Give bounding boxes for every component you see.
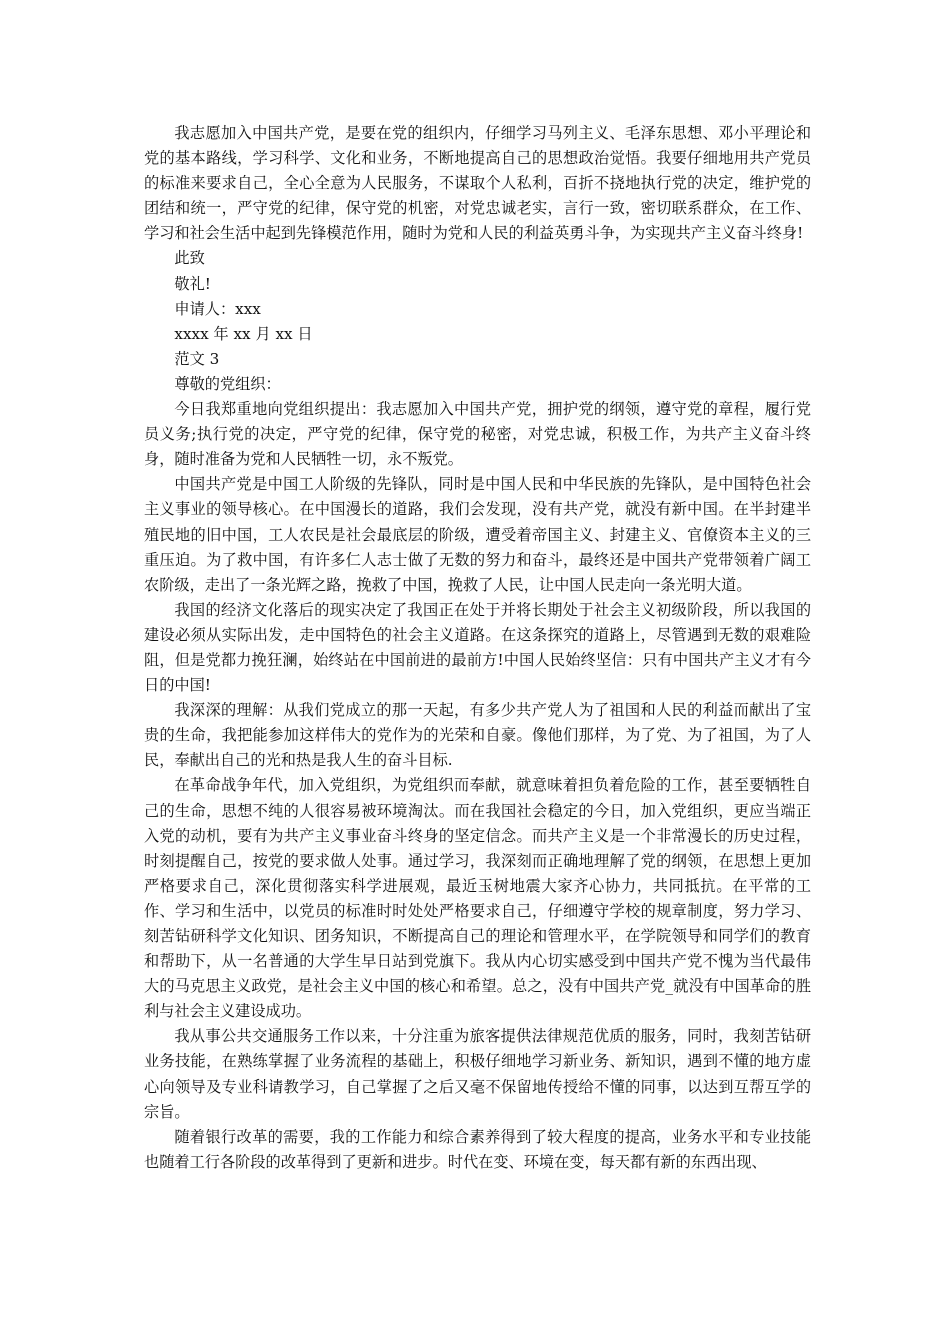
- paragraph-national-situation: 我国的经济文化落后的现实决定了我国正在处于并将长期处于社会主义初级阶段，所以我国的建设必须从实际出发，走中国特色的社会主义道路。在这条探究的道路上，尽管遇到无数的艰难险阻，但是党都力挽狂澜，始终站在中国前进的最前方!中国人民始终坚信：只有中国共产主义才有今日的中国!: [144, 600, 811, 695]
- paragraph-understanding: 我深深的理解：从我们党成立的那一天起，有多少共产党人为了祖国和人民的利益而献出了宝贵的生命，我把能参加这样伟大的党作为的光荣和自豪。像他们那样，为了党、为了祖国，为了人民，奉献出自己的光和热是我人生的奋斗目标.: [144, 701, 811, 770]
- greeting: 尊敬的党组织：: [174, 374, 281, 393]
- closing-regards: 敬礼!: [174, 274, 211, 293]
- paragraph-application: 今日我郑重地向党组织提出：我志愿加入中国共产党，拥护党的纲领，遵守党的章程，履行党员义务;执行党的决定，严守党的纪律，保守党的秘密，对党忠诚，积极工作，为共产主义奋斗终身，随时准备为党和人民牺牲一切，永不叛党。: [144, 400, 811, 469]
- section-heading: 范文 3: [174, 349, 220, 368]
- paragraph-motivation: 在革命战争年代，加入党组织，为党组织而奉献，就意味着担负着危险的工作，甚至要牺牲自己的生命，思想不纯的人很容易被环境淘汰。而在我国社会稳定的今日，加入党组织，更应当端正入党的动机，要有为共产主义事业奋斗终身的坚定信念。而共产主义是一个非常漫长的历史过程，时刻提醒自己，按党的要求做人处事。通过学习，我深刻而正确地理解了党的纲领，在思想上更加严格要求自己，深化贯彻落实科学进展观，最近玉树地震大家齐心协力，共同抵抗。在平常的工作、学习和生活中，以党员的标准时时处处严格要求自己，仔细遵守学校的规章制度，努力学习、刻苦钻研科学文化知识、团务知识，不断提高自己的理论和管理水平，在学院领导和同学们的教育和帮助下，从一名普通的大学生早日站到党旗下。我从内心切实感受到中国共产党不愧为当代最伟大的马克思主义政党，是社会主义中国的核心和希望。总之，没有中国共产党_就没有中国革命的胜利与社会主义建设成功。: [144, 776, 811, 1021]
- applicant-signature: 申请人：xxx: [174, 299, 261, 318]
- paragraph-bank-reform: 随着银行改革的需要，我的工作能力和综合素养得到了较大程度的提高，业务水平和专业技能也随着工行各阶段的改革得到了更新和进步。时代在变、环境在变，每天都有新的东西出现、: [144, 1127, 811, 1171]
- paragraph-party-history: 中国共产党是中国工人阶级的先锋队，同时是中国人民和中华民族的先锋队，是中国特色社会主义事业的领导核心。在中国漫长的道路，我们会发现，没有共产党，就没有新中国。在半封建半殖民地的旧中国，工人农民是社会最底层的阶级，遭受着帝国主义、封建主义、官僚资本主义的三重压迫。为了救中国，有许多仁人志士做了无数的努力和奋斗，最终还是中国共产党带领着广阔工农阶级，走出了一条光辉之路，挽救了中国，挽救了人民，让中国人民走向一条光明大道。: [144, 475, 811, 594]
- closing-salutation: 此致: [174, 249, 205, 268]
- paragraph-commitment: 我志愿加入中国共产党，是要在党的组织内，仔细学习马列主义、毛泽东思想、邓小平理论和党的基本路线，学习科学、文化和业务，不断地提高自己的思想政治觉悟。我要仔细地用共产党员的标准来要求自己，全心全意为人民服务，不谋取个人私利，百折不挠地执行党的决定，维护党的团结和统一，严守党的纪律，保守党的机密，对党忠诚老实，言行一致，密切联系群众，在工作、学习和社会生活中起到先锋模范作用，随时为党和人民的利益英勇斗争，为实现共产主义奋斗终身!: [144, 124, 811, 243]
- date-line: xxxx 年 xx 月 xx 日: [174, 324, 313, 343]
- paragraph-work-service: 我从事公共交通服务工作以来，十分注重为旅客提供法律规范优质的服务，同时，我刻苦钻研业务技能，在熟练掌握了业务流程的基础上，积极仔细地学习新业务、新知识，遇到不懂的地方虚心向领导及专业科请教学习，自己掌握了之后又毫不保留地传授给不懂的同事，以达到互帮互学的宗旨。: [144, 1027, 811, 1121]
- document-body: [144, 121, 811, 1175]
